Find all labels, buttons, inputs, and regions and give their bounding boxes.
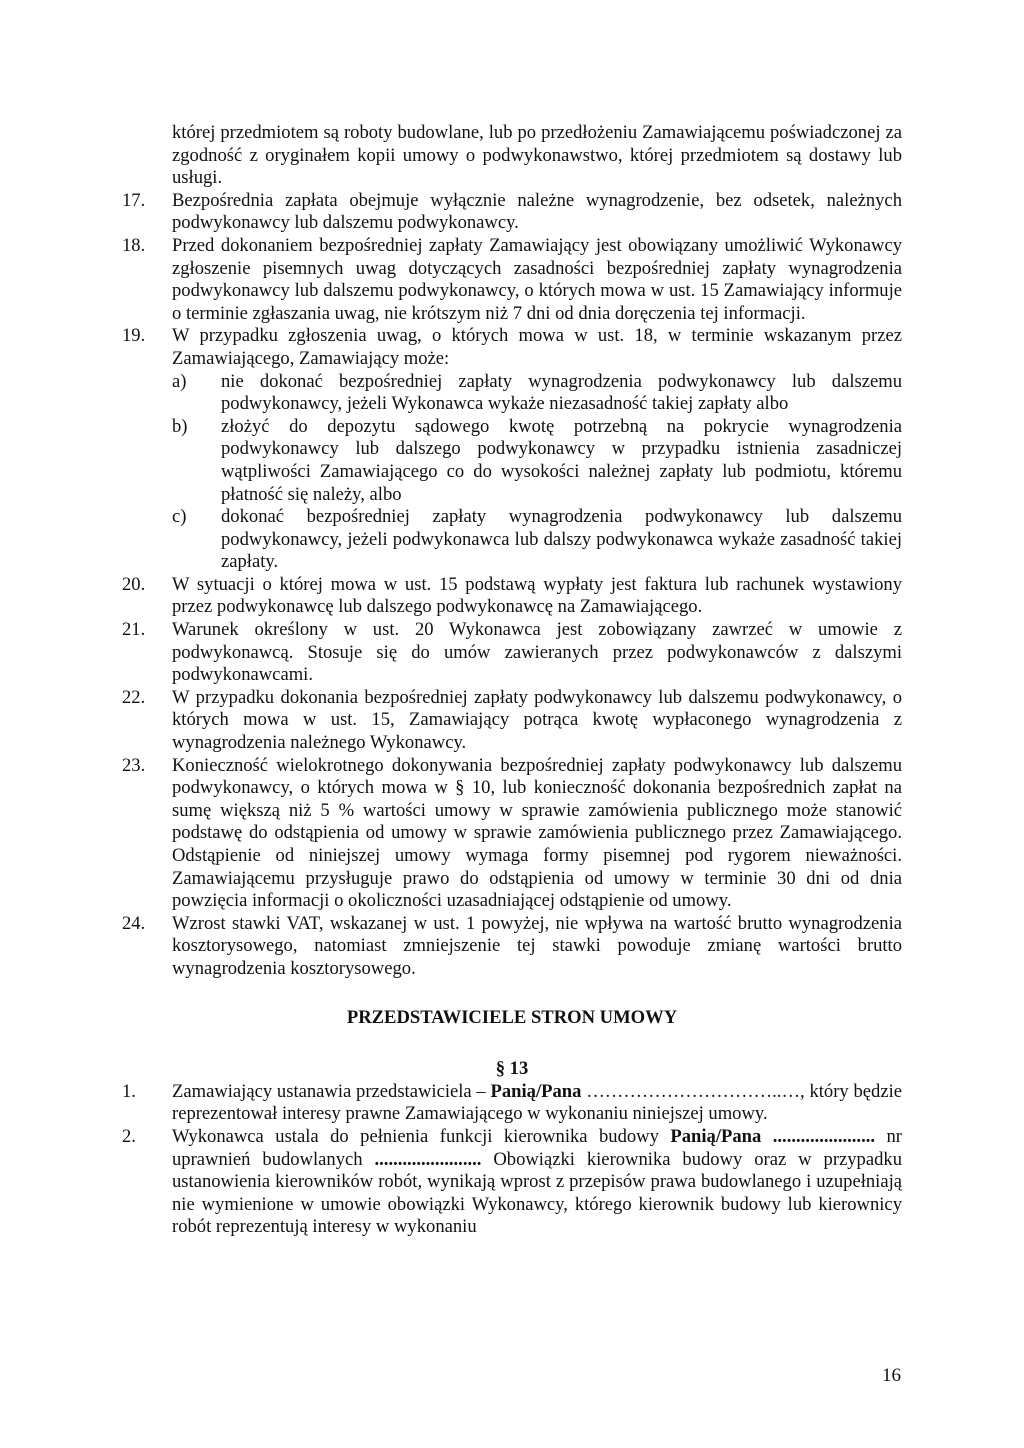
list-item-22: [122, 687, 902, 755]
page-number: 16: [882, 1365, 901, 1386]
item-number: 24.: [122, 912, 146, 934]
list-item-20: [122, 574, 902, 619]
item-number: 17.: [122, 189, 146, 211]
item-text: Wzrost stawki VAT, wskazanej w ust. 1 powyżej, nie wpływa na wartość brutto wynagrodzenia kosztorysowego, natomiast zmniejszenie tej stawki powoduje zmianę wartości brutto wynagrodzenia kosztorysowego.: [172, 912, 902, 979]
item-text: W przypadku dokonania bezpośredniej zapłaty podwykonawcy lub dalszemu podwykonawcy, o których mowa w ust. 15, Zamawiający potrąca kwotę wypłaconego wynagrodzenia z wynagrodzenia należnego Wykonawcy.: [172, 686, 902, 754]
item-text: W sytuacji o której mowa w ust. 15 podstawą wypłaty jest faktura lub rachunek wystawiony przez podwykonawcę lub dalszego podwykonawcę na Zamawiającego.: [172, 573, 902, 618]
item-number: 2.: [122, 1125, 136, 1147]
item-text: Bezpośrednia zapłata obejmuje wyłącznie należne wynagrodzenie, bez odsetek, należnych podwykonawcy lub dalszemu podwykonawcy.: [172, 189, 902, 234]
permit-number-label: nr uprawnień budowlanych: [172, 1125, 902, 1170]
item-text-end: który będzie reprezentował interesy prawne Zamawiającego w wykonaniu niniejszej umowy.: [172, 1080, 903, 1125]
item-text: W przypadku zgłoszenia uwag, o których mowa w ust. 18, w terminie wskazanym przez Zamawiającego, Zamawiający może:: [172, 325, 902, 369]
sub-item-text: dokonać bezpośredniej zapłaty wynagrodzenia podwykonawcy lub dalszemu podwykonawcy, jeżeli podwykonawca lub dalszy podwykonawca wykaże zasadność takiej zapłaty.: [221, 506, 902, 573]
s13-item-2: [122, 1126, 902, 1239]
sub-item-a: [172, 371, 902, 416]
sub-item-text: nie dokonać bezpośredniej zapłaty wynagrodzenia podwykonawcy lub dalszemu podwykonawcy, jeżeli Wykonawca wykaże niezasadność takiej zapłaty albo: [221, 370, 902, 415]
permit-number-field: .......................: [374, 1148, 482, 1170]
paragraph-symbol-heading: § 13: [495, 1058, 529, 1080]
item-text-start: Zamawiający ustanawia przedstawiciela –: [172, 1080, 491, 1102]
item-number: 18.: [122, 234, 146, 256]
item-text-start: Wykonawca ustala do pełnienia funkcji kierownika budowy: [172, 1125, 671, 1147]
sub-item-label: c): [172, 506, 187, 528]
sub-item-label: a): [172, 370, 187, 392]
s13-item-1: [122, 1081, 902, 1126]
sub-item-b: [172, 416, 902, 506]
list-item-24: [122, 913, 902, 981]
sub-item-text: złożyć do depozytu sądowego kwotę potrzebną na pokrycie wynagrodzenia podwykonawcy lub dalszego podwykonawcy w przypadku istnienia zasadniczej wątpliwości Zamawiającego co do wysokości należnej zapłaty lub podmiotu, któremu płatność się należy, albo: [221, 415, 902, 505]
list-item-21: [122, 619, 902, 687]
continued-paragraph: której przedmiotem są roboty budowlane, lub po przedłożeniu Zamawiającemu poświadczonej za zgodność z oryginałem kopii umowy o podwykonawstwo, której przedmiotem są dostawy lub usługi.: [172, 122, 902, 189]
representative-name-field: Panią/Pana: [490, 1080, 582, 1102]
item-number: 1.: [122, 1080, 136, 1102]
site-manager-name-field: Panią/Pana ......................: [670, 1125, 876, 1147]
page-content: [122, 122, 902, 1239]
list-item-23: [122, 755, 902, 913]
list-item-19: [122, 325, 902, 574]
item-number: 20.: [122, 573, 146, 595]
item-number: 21.: [122, 619, 146, 641]
section-heading: PRZEDSTAWICIELE STRON UMOWY: [346, 1006, 678, 1028]
sub-item-c: [172, 506, 902, 574]
item-number: 19.: [122, 325, 146, 347]
item-text: Przed dokonaniem bezpośredniej zapłaty Zamawiający jest obowiązany umożliwić Wykonawcy zgłoszenie pisemnych uwag dotyczących zasadności bezpośredniej zapłaty wynagrodzenia podwykonawcy lub dalszemu podwykonawcy, o których mowa w ust. 15 Zamawiający informuje o terminie zgłaszania uwag, nie krótszym niż 7 dni od dnia doręczenia tej informacji.: [172, 234, 902, 324]
item-text-end: Obowiązki kierownika budowy oraz w przypadku ustanowienia kierowników robót, wynikają wprost z przepisów prawa budowlanego i uzupełniają nie wymienione w umowie obowiązki Wykonawcy, którego kierownik budowy lub kierownicy robót reprezentują interesy w wykonaniu: [172, 1148, 902, 1238]
fill-in-dots: …………………………..…,: [581, 1080, 805, 1102]
item-text: Warunek określony w ust. 20 Wykonawca jest zobowiązany zawrzeć w umowie z podwykonawcą. Stosuje się do umów zawieranych przez podwykonawców z dalszymi podwykonawcami.: [172, 619, 902, 686]
sub-item-label: b): [172, 415, 188, 437]
item-number: 22.: [122, 686, 146, 708]
item-text: Konieczność wielokrotnego dokonywania bezpośredniej zapłaty podwykonawcy lub dalszemu podwykonawcy, o których mowa w § 10, lub konieczność dokonania bezpośrednich zapłat na sumę większą niż 5 % wartości umowy w sprawie zamówienia publicznego może stanowić podstawę do odstąpienia od umowy w sprawie zamówienia publicznego przez Zamawiającego. Odstąpienie od niniejszej umowy wymaga formy pisemnej pod rygorem nieważności. Zamawiającemu przysługuje prawo do odstąpienia od umowy w terminie 30 dni od dnia powzięcia informacji o okoliczności uzasadniającej odstąpienie od umowy.: [172, 754, 902, 912]
list-item-18: [122, 235, 902, 325]
item-number: 23.: [122, 754, 146, 776]
list-item-17: [122, 190, 902, 235]
